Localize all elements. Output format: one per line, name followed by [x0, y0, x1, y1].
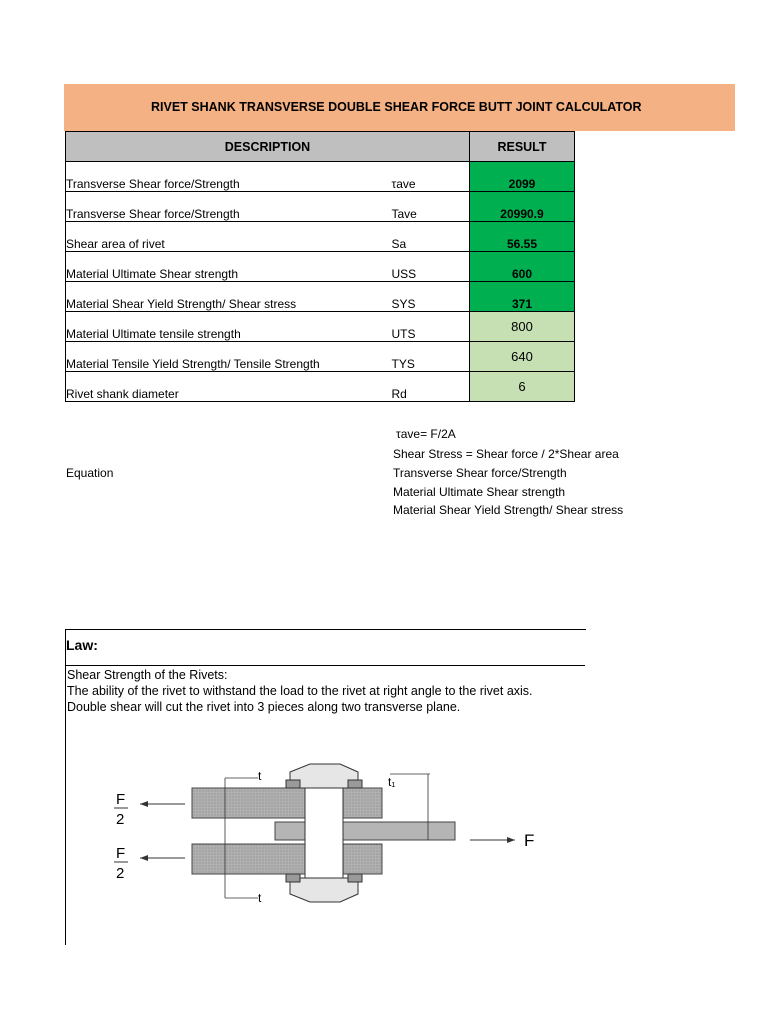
equation-line-1: τave= F/2A — [396, 427, 456, 441]
row-symbol: Tave — [392, 192, 470, 222]
rivet-shank — [305, 788, 343, 878]
table-row — [66, 162, 575, 192]
row-description: Material Tensile Yield Strength/ Tensile Strength — [66, 342, 392, 372]
double-shear-diagram — [100, 760, 560, 920]
row-symbol: Rd — [392, 372, 470, 402]
row-symbol: UTS — [392, 312, 470, 342]
table-row — [66, 192, 575, 222]
row-result: 56.55 — [470, 222, 575, 252]
table-row — [66, 312, 575, 342]
label-f-top: F — [116, 791, 126, 808]
row-result: 371 — [470, 282, 575, 312]
calc-table — [65, 131, 575, 402]
table-row — [66, 282, 575, 312]
row-result: 800 — [470, 312, 575, 342]
label-t-bottom: t — [258, 891, 262, 905]
row-symbol: SYS — [392, 282, 470, 312]
row-result: 20990.9 — [470, 192, 575, 222]
row-result: 6 — [470, 372, 575, 402]
result-header: RESULT — [470, 132, 575, 162]
label-f-bottom: F — [116, 845, 126, 862]
row-description: Material Ultimate Shear strength — [66, 252, 392, 282]
law-divider — [65, 665, 585, 666]
top-cover-plate — [192, 788, 382, 818]
equation-line-4: Material Ultimate Shear strength — [393, 485, 566, 499]
table-row — [66, 222, 575, 252]
row-description: Material Shear Yield Strength/ Shear stress — [66, 282, 392, 312]
equation-label: Equation — [66, 466, 114, 480]
row-description: Rivet shank diameter — [66, 372, 392, 402]
law-line-3: Double shear will cut the rivet into 3 pieces along two transverse plane. — [67, 700, 461, 714]
law-line-2: The ability of the rivet to withstand the load to the rivet at right angle to the rivet axis. — [67, 684, 533, 698]
row-symbol: USS — [392, 252, 470, 282]
page-title: RIVET SHANK TRANSVERSE DOUBLE SHEAR FORCE BUTT JOINT CALCULATOR — [151, 100, 642, 114]
label-2-bottom: 2 — [116, 865, 125, 882]
row-description: Transverse Shear force/Strength — [66, 162, 392, 192]
row-symbol: Sa — [392, 222, 470, 252]
label-f-right: F — [524, 831, 535, 850]
top-washer-right — [348, 780, 362, 788]
description-header: DESCRIPTION — [66, 132, 470, 162]
row-result: 640 — [470, 342, 575, 372]
bottom-cover-plate — [192, 844, 382, 874]
equation-line-2: Shear Stress = Shear force / 2*Shear area — [393, 447, 619, 461]
law-line-1: Shear Strength of the Rivets: — [67, 668, 228, 682]
equation-line-3: Transverse Shear force/Strength — [393, 466, 567, 480]
bottom-washer-left — [286, 874, 300, 882]
bottom-washer-right — [348, 874, 362, 882]
row-description: Transverse Shear force/Strength — [66, 192, 392, 222]
row-result: 2099 — [470, 162, 575, 192]
table-row — [66, 252, 575, 282]
label-2-top: 2 — [116, 811, 125, 828]
row-result: 600 — [470, 252, 575, 282]
label-t-top: t — [258, 769, 262, 783]
top-washer-left — [286, 780, 300, 788]
law-heading: Law: — [66, 637, 98, 653]
row-description: Shear area of rivet — [66, 222, 392, 252]
table-header-row — [66, 132, 575, 162]
table-row — [66, 342, 575, 372]
equation-line-5: Material Shear Yield Strength/ Shear stress — [393, 503, 624, 517]
row-symbol: TYS — [392, 342, 470, 372]
row-description: Material Ultimate tensile strength — [66, 312, 392, 342]
label-t1: t₁ — [388, 775, 396, 789]
law-text — [67, 667, 533, 715]
row-symbol: τave — [392, 162, 470, 192]
table-row — [66, 372, 575, 402]
